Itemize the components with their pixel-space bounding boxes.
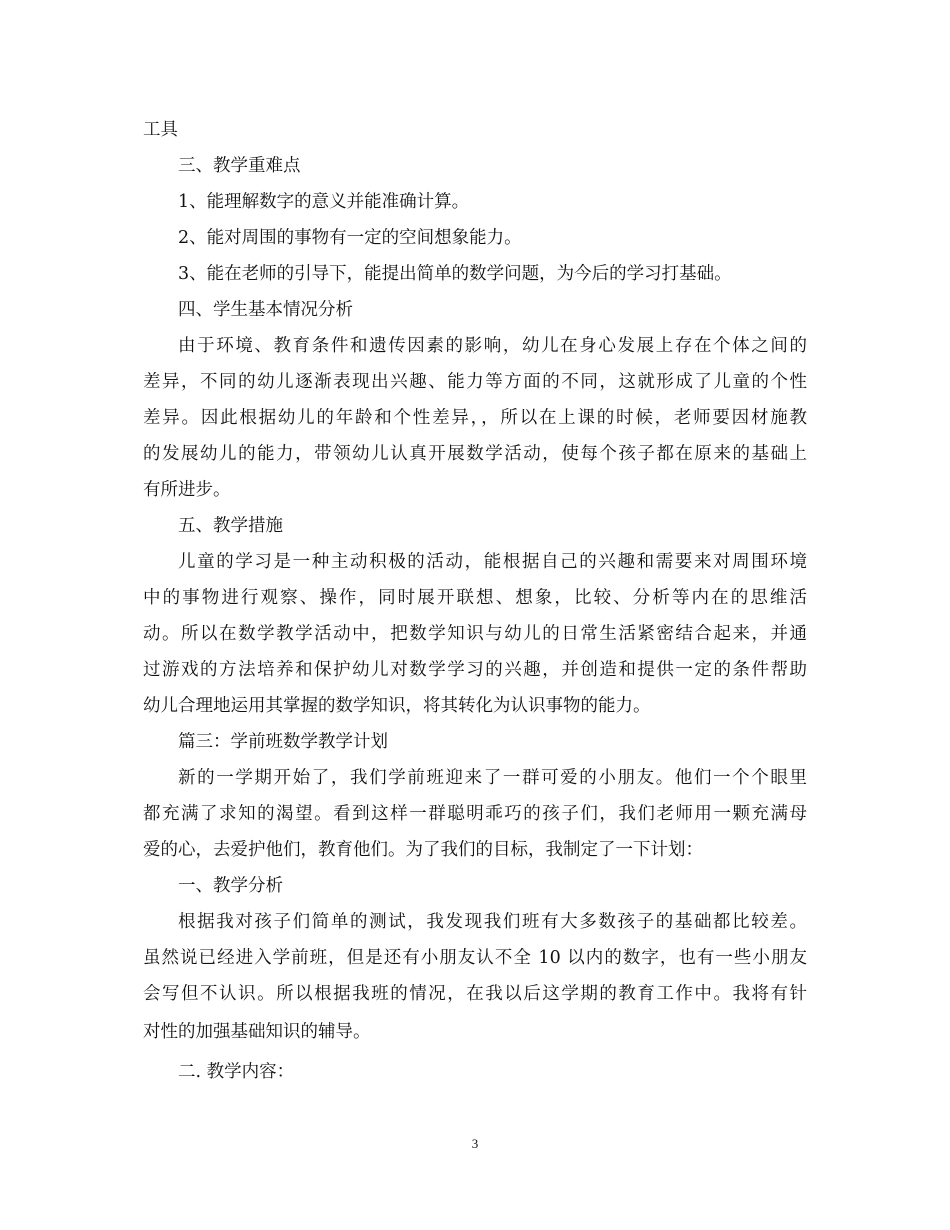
text-line: 对性的加强基础知识的辅导。	[143, 1022, 371, 1042]
text-line: 3、能在老师的引导下，能提出简单的数学问题，为今后的学习打基础。	[178, 264, 732, 284]
text-line: 的发展幼儿的能力，带领幼儿认真开展数学活动，使每个孩子都在原来的基础上	[143, 444, 807, 464]
text-line: 五、教学措施	[178, 516, 283, 536]
text-line: 差异，不同的幼儿逐渐表现出兴趣、能力等方面的不同，这就形成了儿童的个性	[143, 372, 807, 392]
text-line: 都充满了求知的渴望。看到这样一群聪明乖巧的孩子们，我们老师用一颗充满母	[143, 804, 807, 824]
text-line: 三、教学重难点	[178, 156, 301, 176]
text-line: 会写但不认识。所以根据我班的情况，在我以后这学期的教育工作中。我将有针	[143, 984, 807, 1004]
text-line: 幼儿合理地运用其掌握的数学知识，将其转化为认识事物的能力。	[143, 696, 651, 716]
text-line: 过游戏的方法培养和保护幼儿对数学学习的兴趣，并创造和提供一定的条件帮助	[143, 660, 807, 680]
text-line: 四、学生基本情况分析	[178, 300, 353, 320]
text-line: 由于环境、教育条件和遗传因素的影响，幼儿在身心发展上存在个体之间的	[178, 336, 807, 356]
text-line: 爱的心，去爱护他们，教育他们。为了我们的目标，我制定了一下计划：	[143, 840, 703, 860]
text-line: 一、教学分析	[178, 876, 283, 896]
text-line: 中的事物进行观察、操作，同时展开联想、想象，比较、分析等内在的思维活	[143, 588, 807, 608]
text-line: 根据我对孩子们简单的测试，我发现我们班有大多数孩子的基础都比较差。	[178, 912, 807, 932]
text-line: 2、能对周围的事物有一定的空间想象能力。	[178, 228, 522, 248]
text-line: 差异。因此根据幼儿的年龄和个性差异，，所以在上课的时候，老师要因材施教	[143, 408, 807, 428]
text-line: 动。所以在数学教学活动中，把数学知识与幼儿的日常生活紧密结合起来，并通	[143, 624, 807, 644]
text-line: 篇三：学前班数学教学计划	[178, 732, 388, 752]
text-line: 新的一学期开始了，我们学前班迎来了一群可爱的小朋友。他们一个个眼里	[178, 768, 807, 788]
text-line: 1、能理解数字的意义并能准确计算。	[178, 192, 470, 212]
text-line: 工具	[143, 120, 178, 140]
text-line: 二. 教学内容：	[178, 1062, 295, 1082]
text-line: 虽然说已经进入学前班，但是还有小朋友认不全 10 以内的数字，也有一些小朋友	[143, 948, 807, 968]
text-line: 有所进步。	[143, 480, 231, 500]
document-body	[143, 112, 807, 1090]
text-line: 儿童的学习是一种主动积极的活动，能根据自己的兴趣和需要来对周围环境	[178, 552, 807, 572]
page-number: 3	[471, 1136, 479, 1151]
